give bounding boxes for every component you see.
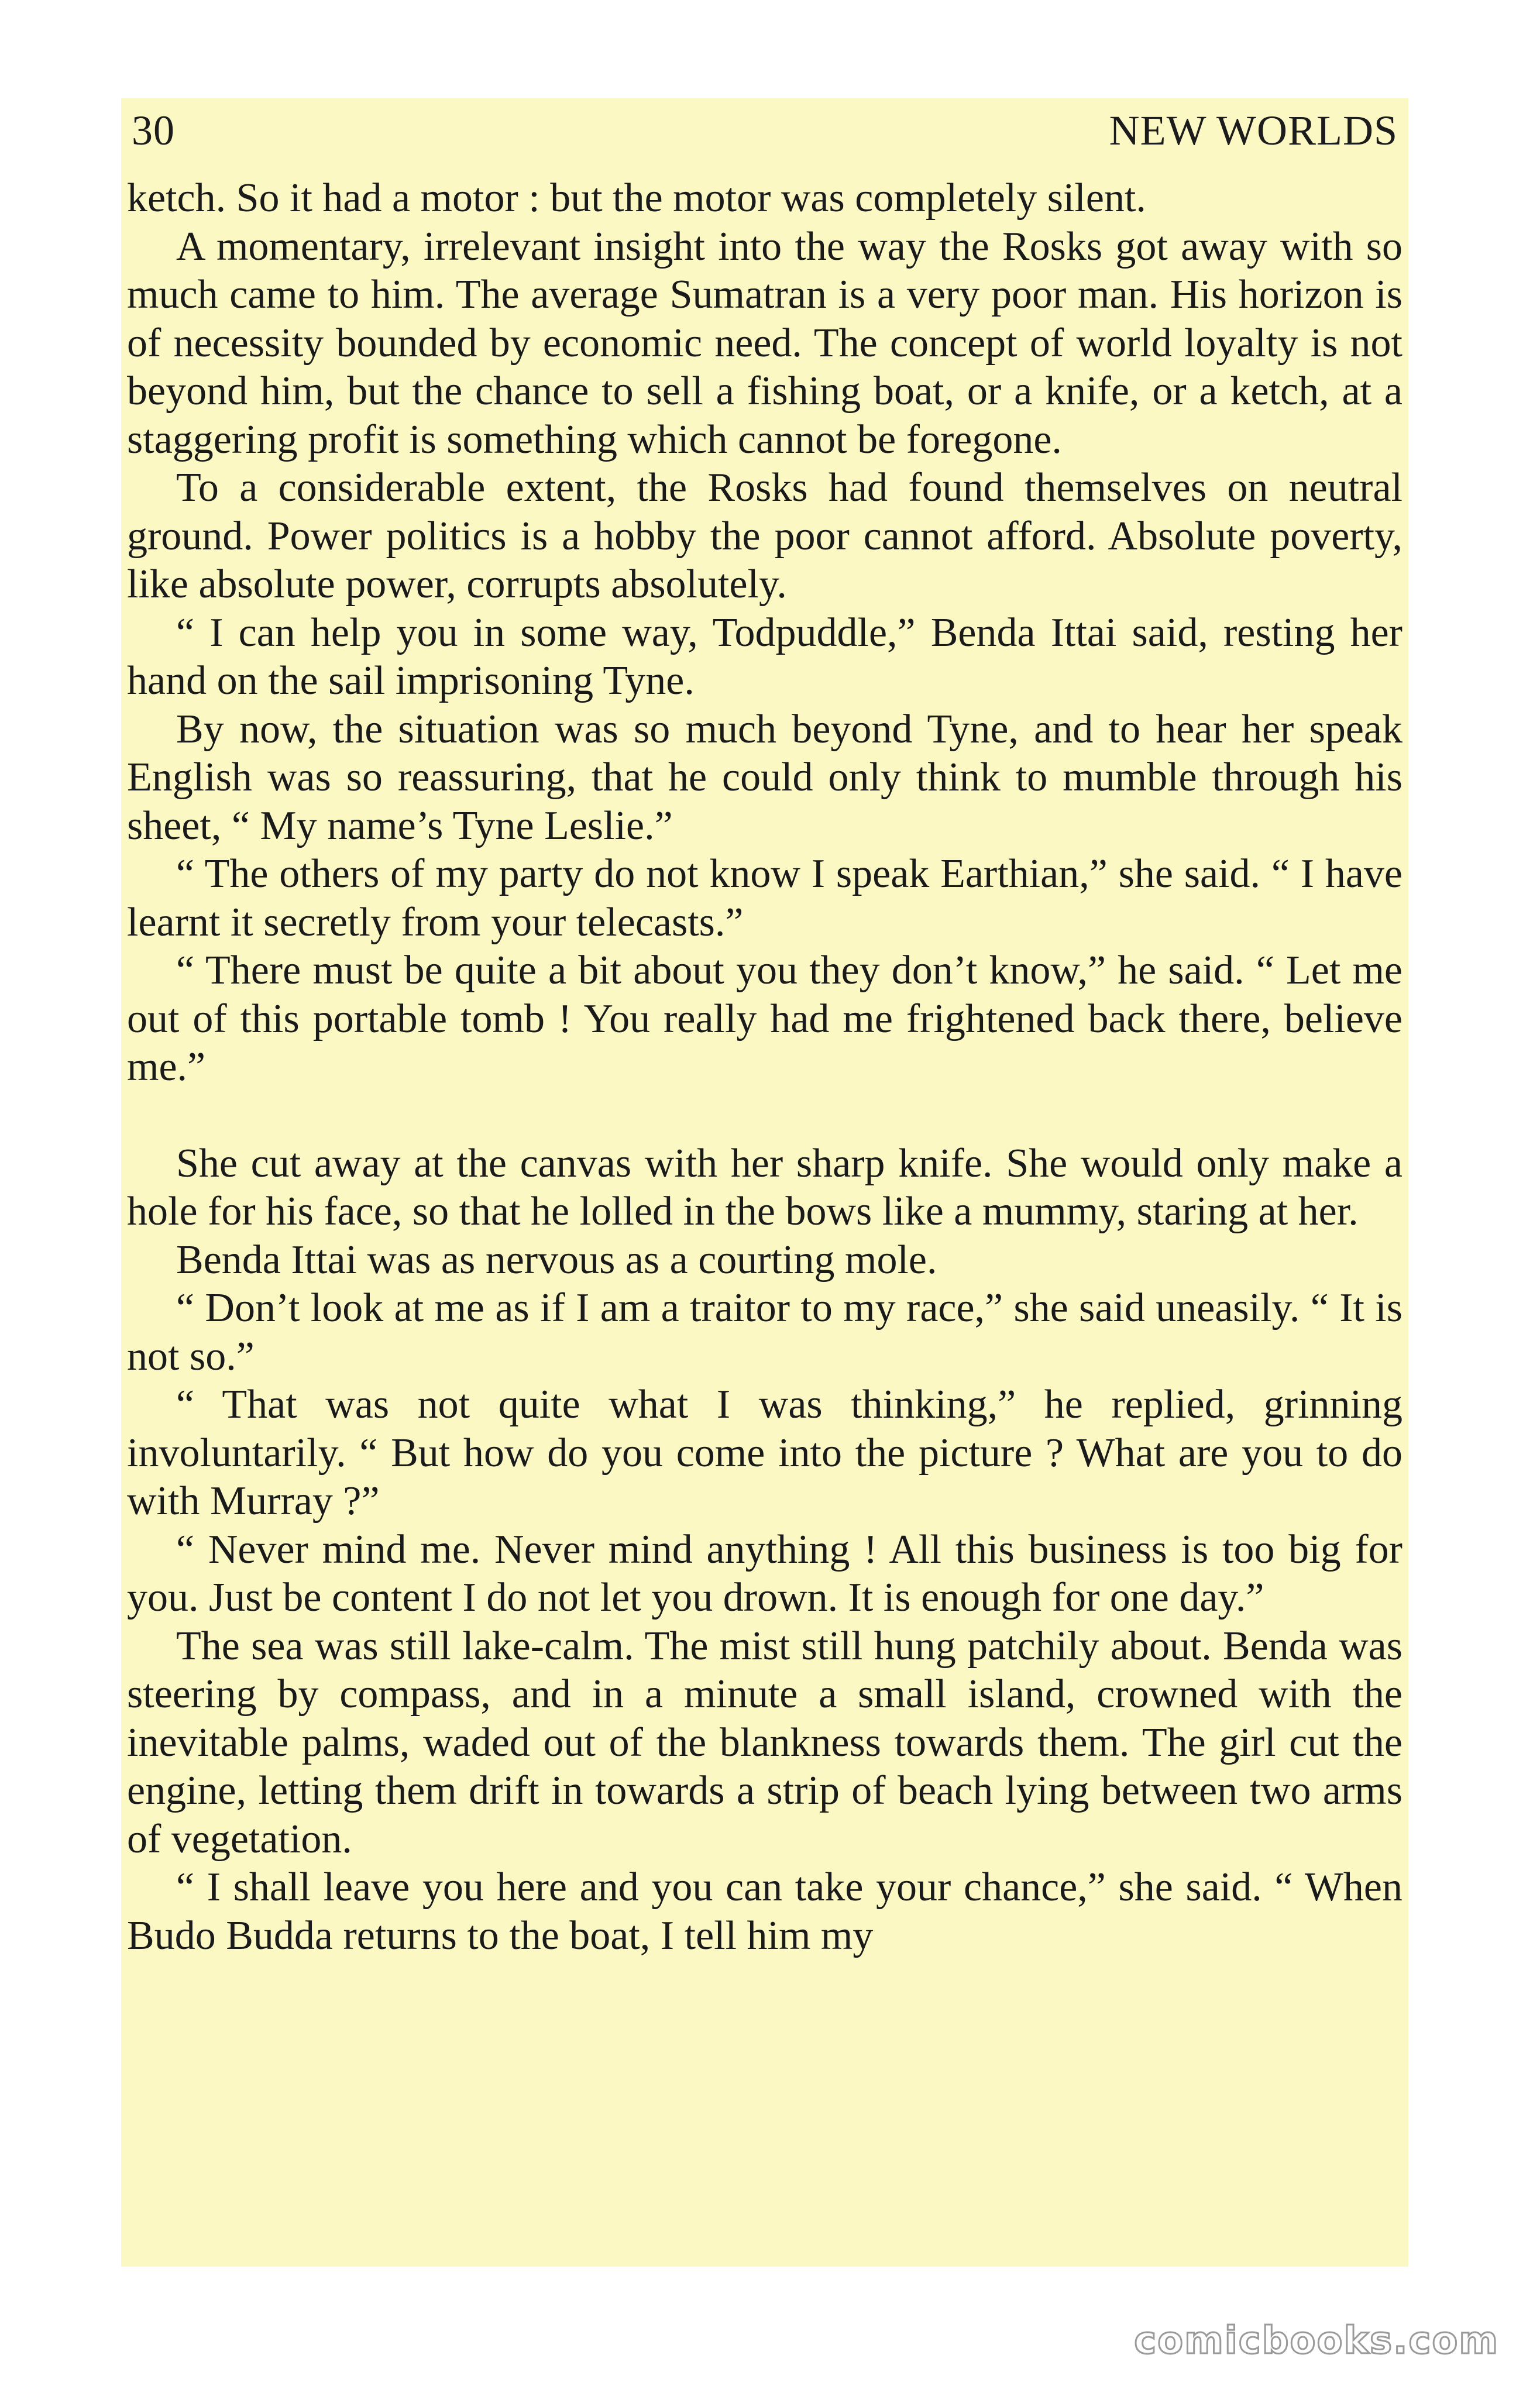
paragraph: “ There must be quite a bit about you they don’t know,” he said. “ Let me out of this portable tomb ! You really had me frightened back there, believe me.” bbox=[127, 948, 1402, 1089]
paragraph: To a considerable extent, the Rosks had found themselves on neutral ground. Power politics is a hobby the poor cannot afford. Absolute poverty, like absolute power, corrupts absolutely. bbox=[127, 465, 1402, 607]
magazine-page bbox=[121, 98, 1408, 2267]
running-title: NEW WORLDS bbox=[1109, 106, 1398, 154]
paragraph: The sea was still lake-calm. The mist still hung patchily about. Benda was steering by compass, and in a minute a small island, crowned with the inevitable palms, waded out of the blankness towards them. The girl cut the engine, letting them drift in towards a strip of beach lying between two arms of vegetation. bbox=[127, 1623, 1402, 1862]
paragraph: Benda Ittai was as nervous as a courting mole. bbox=[176, 1237, 937, 1283]
page-header bbox=[132, 98, 1398, 163]
paragraph: “ That was not quite what I was thinking,” he replied, grinning involuntarily. “ But how do you come into the picture ? What are you to do with Murray ?” bbox=[127, 1382, 1402, 1524]
paragraph: “ I can help you in some way, Todpuddle,” Benda Ittai said, resting her hand on the sail imprisoning Tyne. bbox=[127, 610, 1402, 703]
paragraph: A momentary, irrelevant insight into the way the Rosks got away with so much came to him. The average Sumatran is a very poor man. His horizon is of necessity bounded by economic need. The concept of world loyalty is not beyond him, but the chance to sell a fishing boat, or a knife, or a ketch, at a staggering profit is something which cannot be foregone. bbox=[127, 224, 1402, 462]
paragraph: “ The others of my party do not know I speak Earthian,” she said. “ I have learnt it secretly from your telecasts.” bbox=[127, 851, 1402, 945]
article-body bbox=[127, 174, 1402, 1960]
watermark-logo: comicbooks.com bbox=[1134, 2319, 1499, 2363]
paragraph: ketch. So it had a motor : but the motor was completely silent. bbox=[127, 176, 1146, 221]
page-number: 30 bbox=[132, 106, 175, 154]
paragraph: “ I shall leave you here and you can take your chance,” she said. “ When Budo Budda returns to the boat, I tell him my bbox=[127, 1865, 1402, 1958]
paragraph: “ Never mind me. Never mind anything ! All this business is too big for you. Just be content I do not let you drown. It is enough for one day.” bbox=[127, 1527, 1402, 1620]
paragraph: By now, the situation was so much beyond Tyne, and to hear her speak English was so reassuring, that he could only think to mumble through his sheet, “ My name’s Tyne Leslie.” bbox=[127, 706, 1402, 848]
paragraph: “ Don’t look at me as if I am a traitor to my race,” she said uneasily. “ It is not so.” bbox=[127, 1285, 1402, 1379]
paragraph: She cut away at the canvas with her sharp knife. She would only make a hole for his face, so that he lolled in the bows like a mummy, staring at her. bbox=[127, 1140, 1402, 1234]
